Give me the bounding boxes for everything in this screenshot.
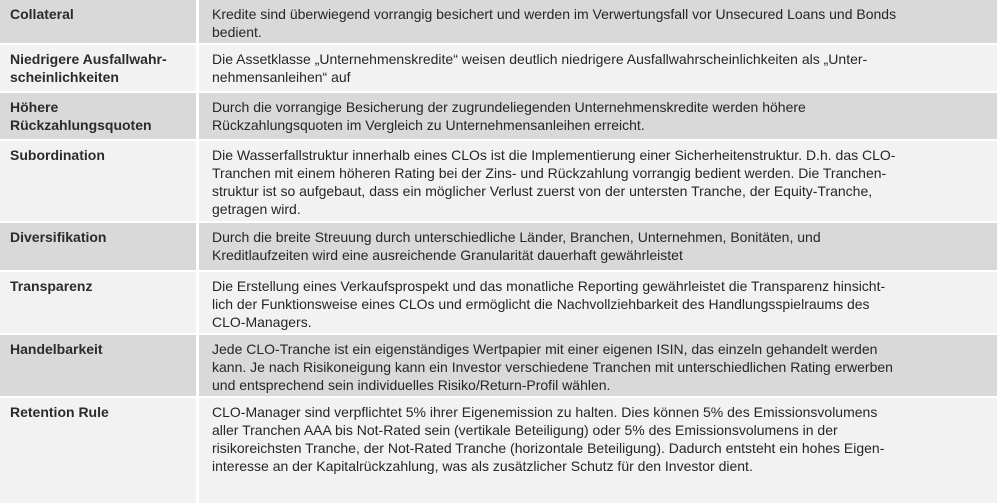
description-line: lich der Funktionsweise eines CLOs und ermöglicht die Nachvollziehbarkeit des Handlungsspielraums des bbox=[212, 296, 870, 312]
description-line: und entsprechend sein individuelles Risiko/Return-Profil wählen. bbox=[212, 377, 611, 393]
table-row-handelbarkeit bbox=[0, 333, 997, 396]
table-row-diversifikation bbox=[0, 221, 997, 270]
description-line: Die Wasserfallstruktur innerhalb eines CLOs ist die Implementierung einer Sicherheitenstruktur. D.h. das CLO- bbox=[212, 147, 896, 163]
row-label: Niedrigere Ausfallwahr-scheinlichkeiten bbox=[0, 45, 199, 91]
row-label: Diversifikation bbox=[0, 223, 199, 270]
row-description bbox=[199, 0, 997, 43]
table-row-rueckzahlungsquoten bbox=[0, 91, 997, 139]
row-description bbox=[199, 93, 997, 139]
description-line: Kreditlaufzeiten wird eine ausreichende Granularität dauerhaft gewährleistet bbox=[212, 247, 683, 263]
description-line: aller Tranchen AAA bis Not-Rated sein (vertikale Beteiligung) oder 5% des Emissionsvolumens in der bbox=[212, 422, 838, 438]
description-line: Kredite sind überwiegend vorrangig besichert und werden im Verwertungsfall vor Unsecured Loans und Bonds bbox=[212, 6, 897, 22]
description-line: struktur ist so aufgebaut, dass ein möglicher Verlust zuerst von der untersten Tranche, der Equity-Tranche, bbox=[212, 183, 873, 199]
description-line: Die Assetklasse „Unternehmenskredite“ weisen deutlich niedrigere Ausfallwahrscheinlichkeiten als „Unter- bbox=[212, 51, 868, 67]
description-line: Durch die breite Streuung durch unterschiedliche Länder, Branchen, Unternehmen, Bonitäten, und bbox=[212, 229, 821, 245]
table-row-transparenz bbox=[0, 270, 997, 333]
description-line: Die Erstellung eines Verkaufsprospekt und das monatliche Reporting gewährleistet die Transparenz hinsicht- bbox=[212, 278, 886, 294]
row-description bbox=[199, 45, 997, 91]
row-description bbox=[199, 223, 997, 270]
row-description bbox=[199, 141, 997, 221]
description-line: nehmensanleihen“ auf bbox=[212, 69, 351, 85]
table-row-subordination bbox=[0, 139, 997, 221]
description-line: CLO-Managers. bbox=[212, 314, 312, 330]
description-line: CLO-Manager sind verpflichtet 5% ihrer Eigenemission zu halten. Dies können 5% des Emissionsvolumens bbox=[212, 404, 878, 420]
row-label: Höhere Rückzahlungsquoten bbox=[0, 93, 199, 139]
row-description bbox=[199, 272, 997, 333]
description-line: Jede CLO-Tranche ist ein eigenständiges Wertpapier mit einer eigenen ISIN, das einzeln gehandelt werden bbox=[212, 341, 878, 357]
description-line: Rückzahlungsquoten im Vergleich zu Unternehmensanleihen erreicht. bbox=[212, 117, 645, 133]
table-row-ausfallwahrscheinlichkeiten bbox=[0, 43, 997, 91]
description-line: Tranchen mit einem höheren Rating bei der Zins- und Rückzahlung vorrangig bedient werden. Die Tranchen- bbox=[212, 165, 887, 181]
row-description bbox=[199, 398, 997, 503]
description-line: Durch die vorrangige Besicherung der zugrundeliegenden Unternehmenskredite werden höhere bbox=[212, 99, 806, 115]
row-label: Collateral bbox=[0, 0, 199, 43]
description-line: getragen wird. bbox=[212, 201, 301, 217]
row-label: Subordination bbox=[0, 141, 199, 221]
row-label: Retention Rule bbox=[0, 398, 199, 503]
description-line: bedient. bbox=[212, 24, 262, 40]
row-label: Handelbarkeit bbox=[0, 335, 199, 396]
row-description bbox=[199, 335, 997, 396]
table-row-collateral bbox=[0, 0, 997, 43]
description-line: kann. Je nach Risikoneigung kann ein Investor verschiedene Tranchen mit unterschiedlichen Rating erwerben bbox=[212, 359, 893, 375]
row-label: Transparenz bbox=[0, 272, 199, 333]
description-line: interesse an der Kapitalrückzahlung, was als zusätzlicher Schutz für den Investor dient. bbox=[212, 458, 753, 474]
description-line: risikoreichsten Tranche, der Not-Rated Tranche (horizontale Beteiligung). Dadurch entsteht ein hohes Eigen- bbox=[212, 440, 885, 456]
table-row-retention-rule bbox=[0, 396, 997, 503]
